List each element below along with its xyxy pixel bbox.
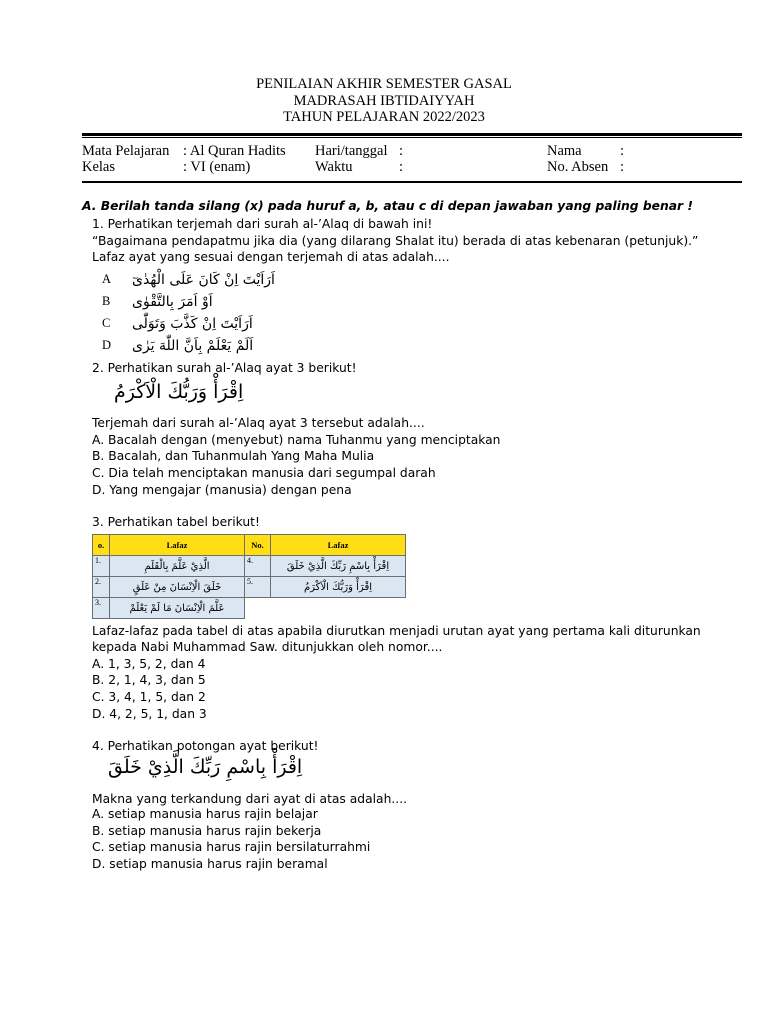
table-header-lafaz: Lafaz — [110, 535, 245, 556]
table-cell-lafaz: خَلَقَ الْاِنْسَانَ مِنْ عَلَقٍ — [110, 577, 245, 598]
exam-title — [0, 76, 768, 126]
q2-option-c: C. Dia telah menciptakan manusia dari segumpal darah — [92, 466, 436, 480]
q3-prompt: 3. Perhatikan tabel berikut! — [92, 515, 260, 529]
q2-prompt: 2. Perhatikan surah al-’Alaq ayat 3 berikut! — [92, 361, 357, 375]
q3-option-c: C. 3, 4, 1, 5, dan 2 — [92, 690, 206, 704]
q3-question-line-2: kepada Nabi Muhammad Saw. ditunjukkan oleh nomor.... — [92, 640, 443, 654]
q2-option-d: D. Yang mengajar (manusia) dengan pena — [92, 483, 352, 497]
lafaz-table — [92, 534, 406, 619]
table-row — [93, 598, 406, 619]
q1-question: Lafaz ayat yang sesuai dengan terjemah di atas adalah.... — [92, 250, 450, 264]
table-cell-lafaz: الَّذِيْ عَلَّمَ بِالْقَلَمِ — [110, 556, 245, 577]
header-divider-thin — [82, 137, 742, 138]
section-a-heading: A. Berilah tanda silang (x) pada huruf a, b, atau c di depan jawaban yang paling benar ! — [82, 199, 693, 213]
nama-value: : — [620, 143, 625, 159]
q4-prompt: 4. Perhatikan potongan ayat berikut! — [92, 739, 319, 753]
q2-option-a: A. Bacalah dengan (menyebut) nama Tuhanmu yang menciptakan — [92, 433, 501, 447]
q2-question: Terjemah dari surah al-’Alaq ayat 3 tersebut adalah.... — [92, 416, 425, 430]
table-cell-number: 4. — [245, 556, 271, 577]
q2-option-b: B. Bacalah, dan Tuhanmulah Yang Maha Mulia — [92, 449, 375, 463]
q1-option-a-letter: A — [102, 272, 112, 286]
table-header-no: o. — [93, 535, 110, 556]
waktu-value: : — [399, 159, 404, 175]
meta-divider — [82, 181, 742, 183]
q1-option-d-arabic: اَلَمْ يَعْلَمْ بِاَنَّ اللّٰهَ يَرٰى — [132, 338, 254, 354]
q3-option-b: B. 2, 1, 4, 3, dan 5 — [92, 673, 206, 687]
q1-option-b-arabic: اَوْ اَمَرَ بِالتَّقْوٰى — [132, 294, 213, 310]
absen-value: : — [620, 159, 625, 175]
q1-option-c-arabic: اَرَاَيْتَ اِنْ كَذَّبَ وَتَوَلّٰى — [132, 316, 253, 332]
waktu-label: Waktu — [315, 159, 353, 175]
table-cell-number: 2. — [93, 577, 110, 598]
table-cell-number: 3. — [93, 598, 110, 619]
table-empty-cell — [245, 598, 406, 619]
table-cell-number: 5. — [245, 577, 271, 598]
kelas-label: Kelas — [82, 159, 116, 175]
q3-option-d: D. 4, 2, 5, 1, dan 3 — [92, 707, 207, 721]
table-cell-lafaz: عَلَّمَ الْاِنْسَانَ مَا لَمْ يَعْلَمْ — [110, 598, 245, 619]
table-row — [93, 577, 406, 598]
table-row — [93, 556, 406, 577]
q4-question: Makna yang terkandung dari ayat di atas adalah.... — [92, 792, 408, 806]
nama-label: Nama — [547, 143, 582, 159]
q1-option-c-letter: C — [102, 316, 111, 330]
table-header-row — [93, 535, 406, 556]
table-cell-lafaz: اِقْرَأْ وَرَبُّكَ الْاَكْرَمُ — [271, 577, 406, 598]
q3-question-line-1: Lafaz-lafaz pada tabel di atas apabila diurutkan menjadi urutan ayat yang pertama kali diturunkan — [92, 624, 701, 638]
table-header-no-2: No. — [245, 535, 271, 556]
kelas-value: : VI (enam) — [183, 159, 251, 175]
mapel-label: Mata Pelajaran — [82, 143, 170, 159]
q1-option-a-arabic: اَرَاَيْتَ اِنْ كَانَ عَلَى الْهُدٰىٓ — [132, 272, 275, 288]
header-divider-thick — [82, 133, 742, 136]
hari-value: : — [399, 143, 404, 159]
q1-option-d-letter: D — [102, 338, 112, 352]
title-line-2: MADRASAH IBTIDAIYYAH — [293, 92, 475, 109]
q4-ayat: اِقْرَأْ بِاسْمِ رَبِّكَ الَّذِيْ خَلَقَ — [108, 756, 303, 778]
q4-option-d: D. setiap manusia harus rajin beramal — [92, 857, 328, 871]
table-cell-lafaz: اِقْرَأْ بِاسْمِ رَبِّكَ الَّذِيْ خَلَقَ — [271, 556, 406, 577]
title-line-1: PENILAIAN AKHIR SEMESTER GASAL — [256, 76, 512, 92]
table-cell-number: 1. — [93, 556, 110, 577]
q2-ayat: اِقْرَأْ وَرَبُّكَ الْاَكْرَمُ — [114, 381, 244, 403]
mapel-value: : Al Quran Hadits — [183, 143, 286, 159]
table-header-lafaz-2: Lafaz — [271, 535, 406, 556]
q4-option-a: A. setiap manusia harus rajin belajar — [92, 807, 318, 821]
q4-option-b: B. setiap manusia harus rajin bekerja — [92, 824, 322, 838]
title-line-3: TAHUN PELAJARAN 2022/2023 — [283, 109, 485, 125]
q4-option-c: C. setiap manusia harus rajin bersilaturrahmi — [92, 840, 371, 854]
hari-label: Hari/tanggal — [315, 143, 388, 159]
q3-option-a: A. 1, 3, 5, 2, dan 4 — [92, 657, 206, 671]
q1-translation: “Bagaimana pendapatmu jika dia (yang dilarang Shalat itu) berada di atas kebenaran (petunjuk).” — [92, 234, 699, 248]
q1-prompt: 1. Perhatikan terjemah dari surah al-’Alaq di bawah ini! — [92, 217, 433, 231]
absen-label: No. Absen — [547, 159, 609, 175]
q1-option-b-letter: B — [102, 294, 111, 308]
